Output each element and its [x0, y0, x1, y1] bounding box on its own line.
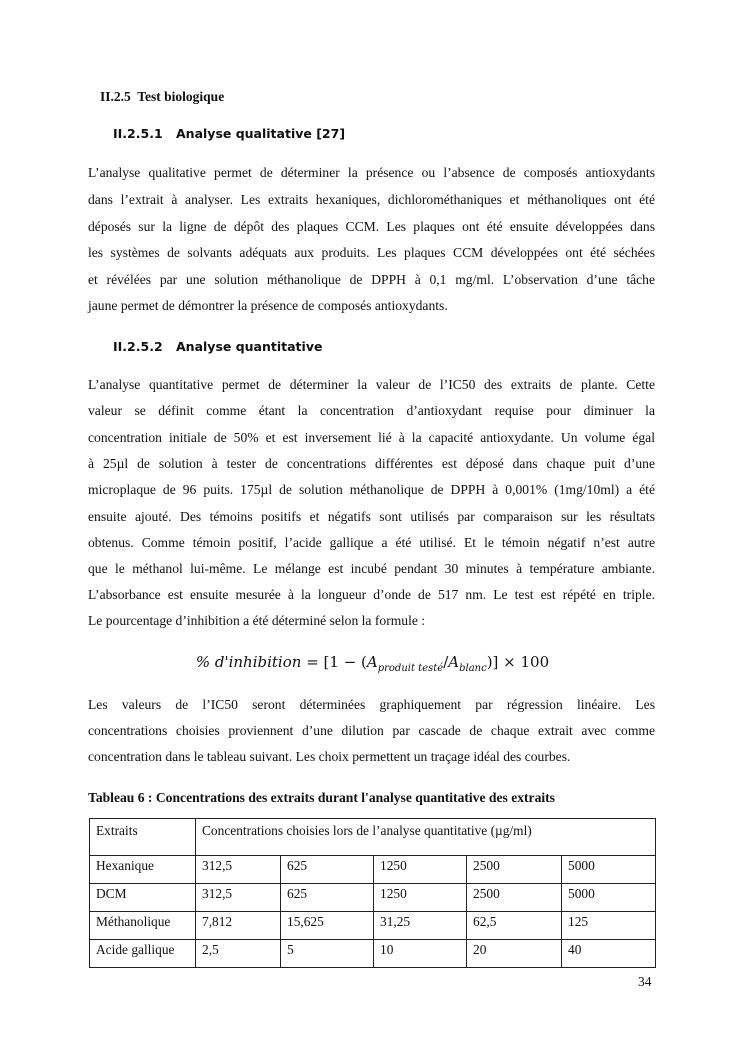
formula-rhs: )] × 100 — [486, 653, 550, 671]
text-line: ensuite ajouté. Des témoins positifs et négatifs sont utilisés par comparaison sur les résultats — [88, 509, 655, 524]
section-title: Test biologique — [137, 89, 225, 104]
formula-a2: A — [448, 653, 460, 671]
concentrations-table — [89, 818, 656, 968]
text-line: déposés sur la ligne de dépôt des plaques CCM. Les plaques ont été ensuite développées dans — [88, 219, 655, 234]
text-line: les systèmes de solvants adéquats aux produits. Les plaques CCM développées ont été séchées — [88, 245, 655, 260]
subsection-title: Analyse quantitative — [176, 339, 323, 354]
concentration-cell: 312,5 — [196, 884, 281, 912]
subsection-number: II.2.5.1 — [113, 126, 163, 141]
concentration-cell: 1250 — [374, 884, 467, 912]
text-line: concentration initiale de 50% et est inversement lié à la capacité antioxydante. Un volume égal — [88, 430, 655, 445]
table-row — [90, 856, 656, 884]
extract-name-cell: Acide gallique — [90, 940, 196, 968]
concentration-cell: 2500 — [467, 884, 562, 912]
extract-name-cell: DCM — [90, 884, 196, 912]
formula-a1: A — [366, 653, 378, 671]
formula-eq: = [1 − ( — [301, 653, 367, 671]
concentration-cell: 15,625 — [281, 912, 374, 940]
formula-lhs: % d'inhibition — [195, 653, 302, 671]
concentration-cell: 5 — [281, 940, 374, 968]
subsection-title: Analyse qualitative [27] — [176, 126, 346, 141]
text-line: et révélées par une solution méthanolique de DPPH à 0,1 mg/ml. L’observation d’une tâche — [88, 272, 655, 287]
text-line: microplaque de 96 puits. 175µl de solution méthanolique de DPPH à 0,001% (1mg/10ml) a été — [88, 482, 655, 497]
text-line: obtenus. Comme témoin positif, l’acide gallique a été utilisé. Et le témoin négatif n’est autre — [88, 535, 655, 550]
concentration-cell: 125 — [562, 912, 656, 940]
extract-name-cell: Méthanolique — [90, 912, 196, 940]
formula-sub2: blanc — [459, 663, 487, 674]
concentration-cell: 1250 — [374, 856, 467, 884]
concentration-cell: 2500 — [467, 856, 562, 884]
subsection-number: II.2.5.2 — [113, 339, 163, 354]
text-line: jaune permet de démontrer la présence de composés antioxydants. — [88, 298, 448, 313]
text-line: L’analyse qualitative permet de déterminer la présence ou l’absence de composés antioxydants — [88, 165, 655, 180]
section-heading — [100, 89, 224, 105]
table-header-row — [90, 819, 656, 856]
text-line: que le méthanol lui-même. Le mélange est incubé pendant 30 minutes à température ambiante. — [88, 561, 655, 576]
text-line: concentration dans le tableau suivant. Les choix permettent un traçage idéal des courbes. — [88, 749, 571, 764]
subsection-heading-qualitative — [113, 126, 345, 141]
table-row — [90, 912, 656, 940]
concentration-cell: 10 — [374, 940, 467, 968]
table-row — [90, 940, 656, 968]
concentration-cell: 2,5 — [196, 940, 281, 968]
formula-slash: / — [443, 653, 449, 671]
text-line: valeur se définit comme étant la concentration d’antioxydant requise pour diminuer la — [88, 403, 655, 418]
concentration-cell: 62,5 — [467, 912, 562, 940]
extract-name-cell: Hexanique — [90, 856, 196, 884]
text-line: Les valeurs de l’IC50 seront déterminées graphiquement par régression linéaire. Les — [88, 697, 655, 712]
concentration-cell: 20 — [467, 940, 562, 968]
section-number: II.2.5 — [100, 89, 131, 104]
concentration-cell: 5000 — [562, 856, 656, 884]
table-row — [90, 884, 656, 912]
text-line: concentrations choisies proviennent d’une dilution par cascade de chaque extrait avec comme — [88, 723, 655, 738]
concentration-cell: 5000 — [562, 884, 656, 912]
formula-sub1: produit testé — [377, 663, 444, 674]
concentration-cell: 625 — [281, 856, 374, 884]
table-caption: Tableau 6 : Concentrations des extraits durant l'analyse quantitative des extraits — [88, 790, 555, 805]
text-line: dans l’extrait à analyser. Les extraits hexaniques, dichlorométhaniques et méthanoliques ont été — [88, 192, 655, 207]
table-header-cell: Extraits — [90, 819, 196, 856]
inhibition-formula — [0, 653, 745, 674]
subsection-heading-quantitative — [113, 339, 322, 354]
concentration-cell: 312,5 — [196, 856, 281, 884]
concentration-cell: 625 — [281, 884, 374, 912]
page-number: 34 — [638, 974, 652, 989]
table-header-cell: Concentrations choisies lors de l’analyse quantitative (µg/ml) — [196, 819, 656, 856]
concentration-cell: 7,812 — [196, 912, 281, 940]
text-line: à 25µl de solution à tester de concentrations différentes est déposé dans chaque puit d’une — [88, 456, 655, 471]
text-line: L’analyse quantitative permet de déterminer la valeur de l’IC50 des extraits de plante. Cette — [88, 377, 655, 392]
text-line: Le pourcentage d’inhibition a été déterminé selon la formule : — [88, 613, 426, 628]
text-line: L’absorbance est ensuite mesurée à la longueur d’onde de 517 nm. Le test est répété en triple. — [88, 587, 655, 602]
concentration-cell: 31,25 — [374, 912, 467, 940]
concentration-cell: 40 — [562, 940, 656, 968]
